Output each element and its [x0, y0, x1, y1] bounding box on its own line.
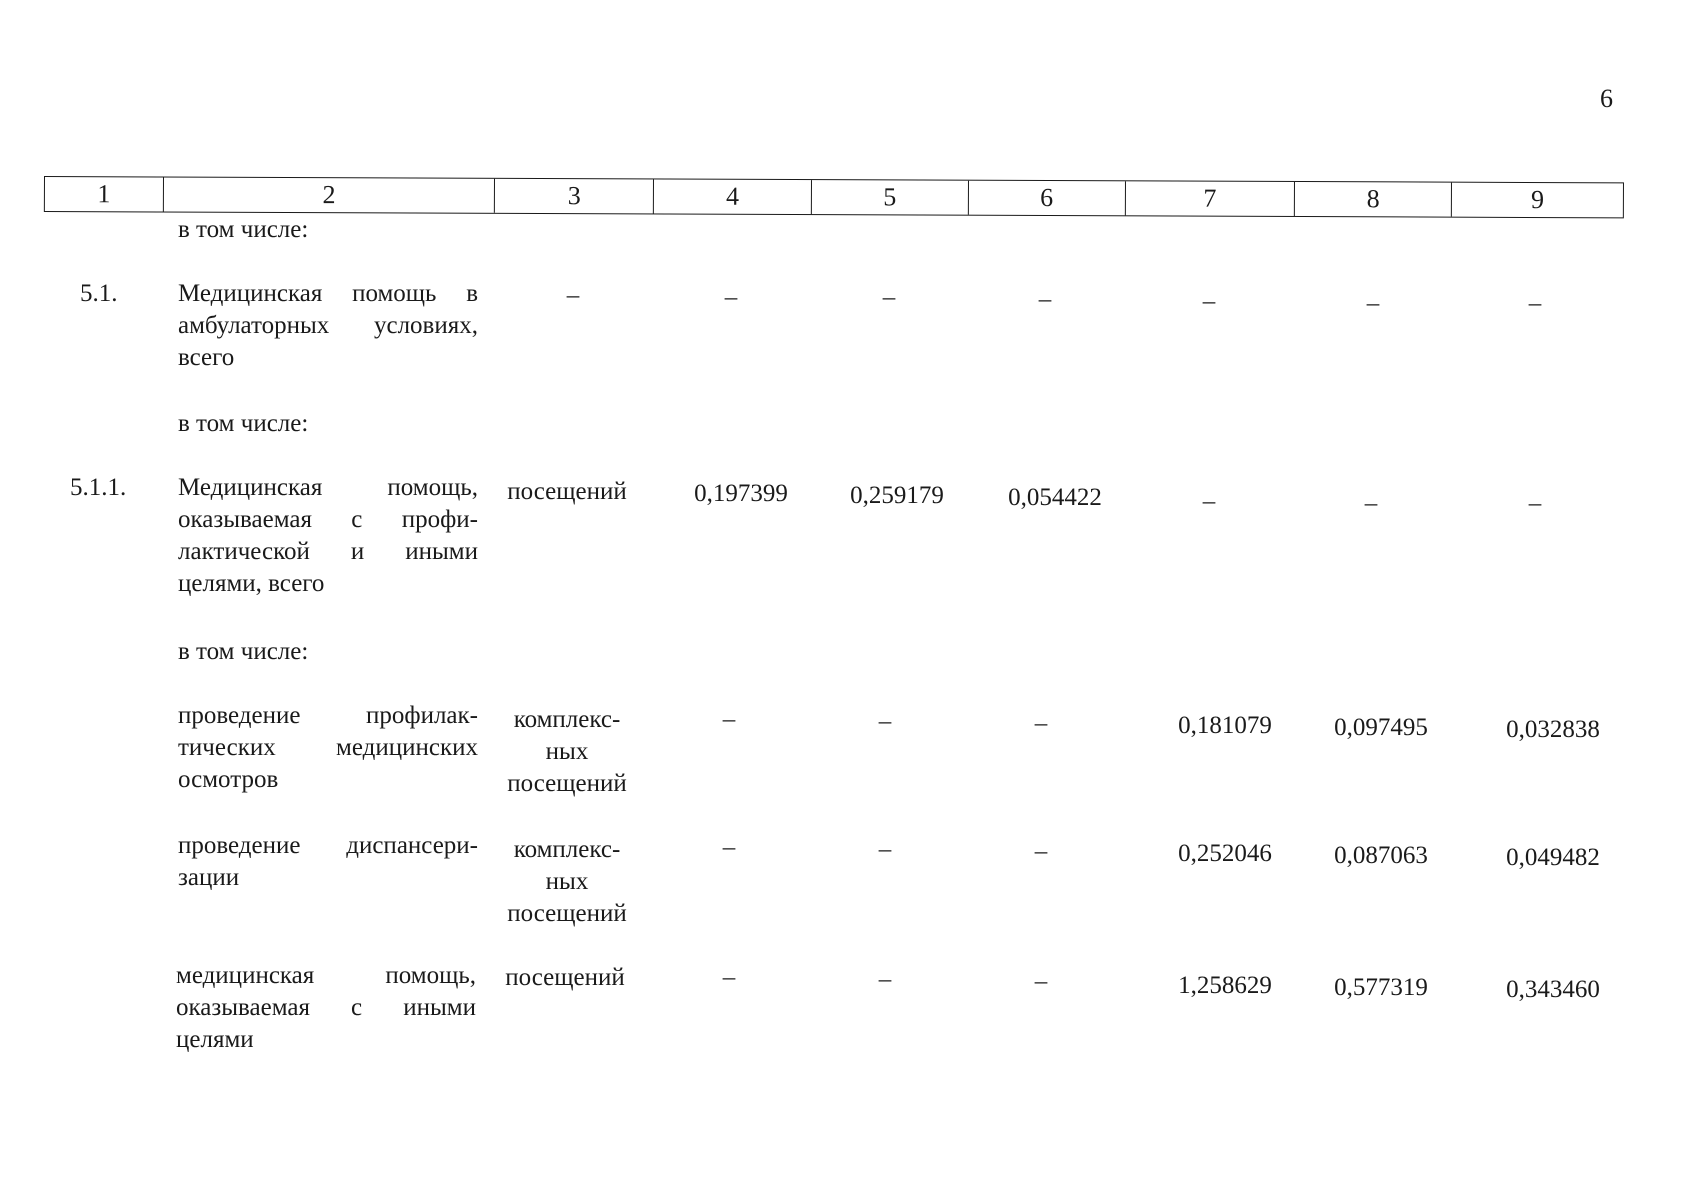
- value-col-4: –: [722, 834, 736, 861]
- value-col-4: –: [722, 706, 736, 733]
- header-col-8: 8: [1295, 182, 1452, 217]
- unit-cell: [490, 962, 640, 994]
- description-line: целями, всего: [178, 570, 325, 597]
- value-col-8: –: [1366, 290, 1380, 317]
- value-col-7: 0,181079: [1178, 712, 1272, 739]
- value-col-9: –: [1528, 490, 1542, 517]
- value-col-6: –: [1038, 286, 1052, 313]
- header-col-4: 4: [654, 179, 812, 214]
- description-line: целями: [176, 1026, 254, 1053]
- value-col-5: –: [878, 966, 892, 993]
- row-number: 5.1.1.: [70, 474, 127, 501]
- value-col-7: 0,252046: [1178, 840, 1272, 867]
- value-col-6: –: [1034, 838, 1048, 865]
- unit-line: посещений: [507, 478, 627, 505]
- value-col-8: –: [1364, 490, 1378, 517]
- subheading-label: в том числе:: [178, 638, 309, 665]
- description-line: медицинская помощь,: [176, 962, 476, 989]
- header-col-5: 5: [812, 180, 969, 215]
- unit-cell: –: [566, 282, 580, 309]
- description-line: Медицинская помощь в: [178, 280, 478, 307]
- description-line: зации: [178, 864, 240, 891]
- row-description: [176, 960, 476, 1056]
- description-line: лактической и иными: [178, 538, 478, 565]
- value-col-8: 0,097495: [1334, 714, 1428, 741]
- unit-line: комплекс-: [513, 836, 621, 863]
- value-col-6: –: [1034, 710, 1048, 737]
- description-line: оказываемая с профи-: [178, 506, 478, 533]
- subheading-label: в том числе:: [178, 410, 309, 437]
- unit-cell: [492, 476, 642, 508]
- value-col-7: 1,258629: [1178, 972, 1272, 999]
- value-col-5: –: [882, 284, 896, 311]
- unit-cell: [492, 704, 642, 800]
- value-col-7: –: [1202, 288, 1216, 315]
- description-line: осмотров: [178, 766, 279, 793]
- value-col-7: –: [1202, 488, 1216, 515]
- header-col-7: 7: [1125, 181, 1295, 216]
- value-col-8: 0,087063: [1334, 842, 1428, 869]
- row-description: [178, 278, 478, 374]
- header-col-3: 3: [495, 179, 654, 214]
- value-col-6: 0,054422: [1008, 484, 1102, 511]
- description-line: Медицинская помощь,: [178, 474, 478, 501]
- description-line: амбулаторных условиях,: [178, 312, 478, 339]
- table-header-row: [44, 176, 1624, 218]
- value-col-6: –: [1034, 968, 1048, 995]
- unit-line: посещений: [505, 964, 625, 991]
- value-col-9: 0,343460: [1506, 976, 1600, 1003]
- description-line: тических медицинских: [178, 734, 478, 761]
- header-col-1: 1: [45, 177, 164, 211]
- value-col-9: 0,049482: [1506, 844, 1600, 871]
- value-col-8: 0,577319: [1334, 974, 1428, 1001]
- unit-line: посещений: [507, 770, 627, 797]
- unit-line: комплекс-: [513, 706, 621, 733]
- unit-line: ных: [545, 868, 589, 895]
- description-line: проведение диспансери-: [178, 832, 478, 859]
- value-col-9: 0,032838: [1506, 716, 1600, 743]
- value-col-4: –: [722, 964, 736, 991]
- page-number: 6: [1600, 84, 1613, 113]
- row-description: [178, 700, 478, 796]
- row-description: [178, 472, 478, 600]
- row-description: [178, 830, 478, 894]
- row-number: 5.1.: [80, 280, 118, 307]
- value-col-4: 0,197399: [694, 480, 788, 507]
- value-col-5: –: [878, 708, 892, 735]
- description-line: оказываемая с иными: [176, 994, 476, 1021]
- unit-line: ных: [545, 738, 589, 765]
- value-col-4: –: [724, 284, 738, 311]
- header-col-2: 2: [164, 177, 496, 212]
- unit-cell: [492, 834, 642, 930]
- header-col-6: 6: [969, 181, 1126, 216]
- subheading-label: в том числе:: [178, 216, 309, 243]
- value-col-9: –: [1528, 290, 1542, 317]
- header-col-9: 9: [1530, 184, 1545, 215]
- value-col-5: –: [878, 836, 892, 863]
- description-line: проведение профилак-: [178, 702, 478, 729]
- unit-line: посещений: [507, 900, 627, 927]
- description-line: всего: [178, 344, 235, 371]
- value-col-5: 0,259179: [850, 482, 944, 509]
